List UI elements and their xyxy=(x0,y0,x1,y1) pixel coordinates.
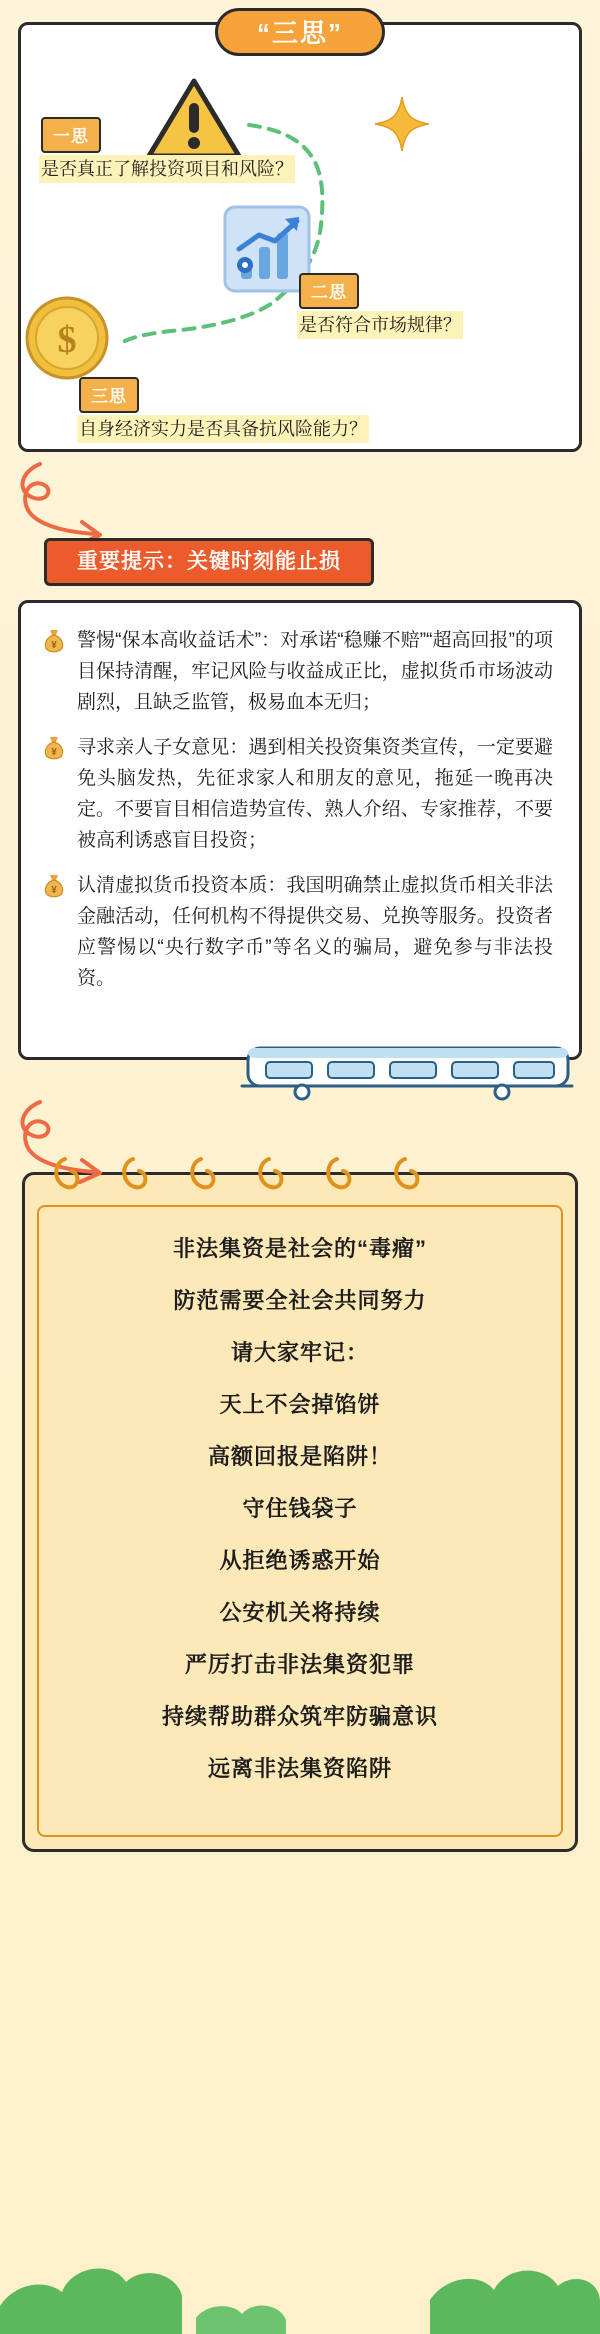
slogan-line: 持续帮助群众筑牢防骗意识 xyxy=(161,1704,438,1729)
train-icon xyxy=(232,1028,582,1106)
dollar-coin-icon xyxy=(24,295,110,381)
svg-text:¥: ¥ xyxy=(51,747,57,758)
money-bag-icon xyxy=(43,628,65,654)
svg-text:¥: ¥ xyxy=(51,885,57,896)
slogan-notebook xyxy=(22,1172,578,1852)
svg-text:¥: ¥ xyxy=(51,640,57,651)
slogan-line: 请大家牢记： xyxy=(230,1340,369,1365)
page-title: “三思” xyxy=(215,8,385,56)
thought-text-1: 是否真正了解投资项目和风险？ xyxy=(39,155,295,183)
money-bag-icon xyxy=(43,873,65,899)
svg-text:$: $ xyxy=(57,319,77,361)
slogan-line: 守住钱袋子 xyxy=(242,1496,358,1521)
warning-triangle-icon xyxy=(146,77,242,161)
important-banner-text: 重要提示：关键时刻能止损 xyxy=(44,538,374,586)
tips-card xyxy=(18,600,582,1060)
curved-arrow-icon-1 xyxy=(10,458,120,548)
thought-text-2: 是否符合市场规律？ xyxy=(297,311,463,339)
three-thoughts-card xyxy=(18,22,582,452)
tip-text: 认清虚拟货币投资本质：我国明确禁止虚拟货币相关非法金融活动，任何机构不得提供交易、兑换等服务。投资者应警惕以“央行数字币”等名义的骗局，避免参与非法投资。 xyxy=(77,875,553,989)
slogan-line: 公安机关将持续 xyxy=(219,1600,381,1625)
bush-decoration-icon xyxy=(0,2214,600,2334)
slogan-line: 从拒绝诱惑开始 xyxy=(219,1548,381,1573)
tip-item xyxy=(43,870,553,994)
thought-tag-2: 二思 xyxy=(299,273,359,309)
money-bag-icon xyxy=(43,735,65,761)
tip-text: 寻求亲人子女意见：遇到相关投资集资类宣传，一定要避免头脑发热，先征求家人和朋友的意见，拖延一晚再决定。不要盲目相信造势宣传、熟人介绍、专家推荐，不要被高利诱惑盲目投资； xyxy=(77,737,553,851)
important-banner xyxy=(44,538,374,586)
slogan-line: 非法集资是社会的“毒瘤” xyxy=(172,1236,427,1261)
tip-item xyxy=(43,625,553,718)
spiral-rings-icon xyxy=(51,1153,471,1197)
slogan-line: 防范需要全社会共同努力 xyxy=(173,1288,427,1313)
thought-text-3: 自身经济实力是否具备抗风险能力？ xyxy=(77,415,369,443)
thought-tag-3: 三思 xyxy=(79,377,139,413)
slogan-line: 天上不会掉馅饼 xyxy=(219,1392,381,1417)
tip-item xyxy=(43,732,553,856)
tip-text: 警惕“保本高收益话术”：对承诺“稳赚不赔”“超高回报”的项目保持清醒，牢记风险与收益成正比，虚拟货币市场波动剧烈，且缺乏监管，极易血本无归； xyxy=(77,630,553,713)
slogan-line: 远离非法集资陷阱 xyxy=(207,1756,392,1781)
star-icon xyxy=(373,95,431,153)
slogan-line: 高额回报是陷阱！ xyxy=(207,1444,392,1469)
slogan-line: 严厉打击非法集资犯罪 xyxy=(184,1652,415,1677)
thought-tag-1: 一思 xyxy=(41,117,101,153)
slogan-block xyxy=(25,1223,575,1795)
